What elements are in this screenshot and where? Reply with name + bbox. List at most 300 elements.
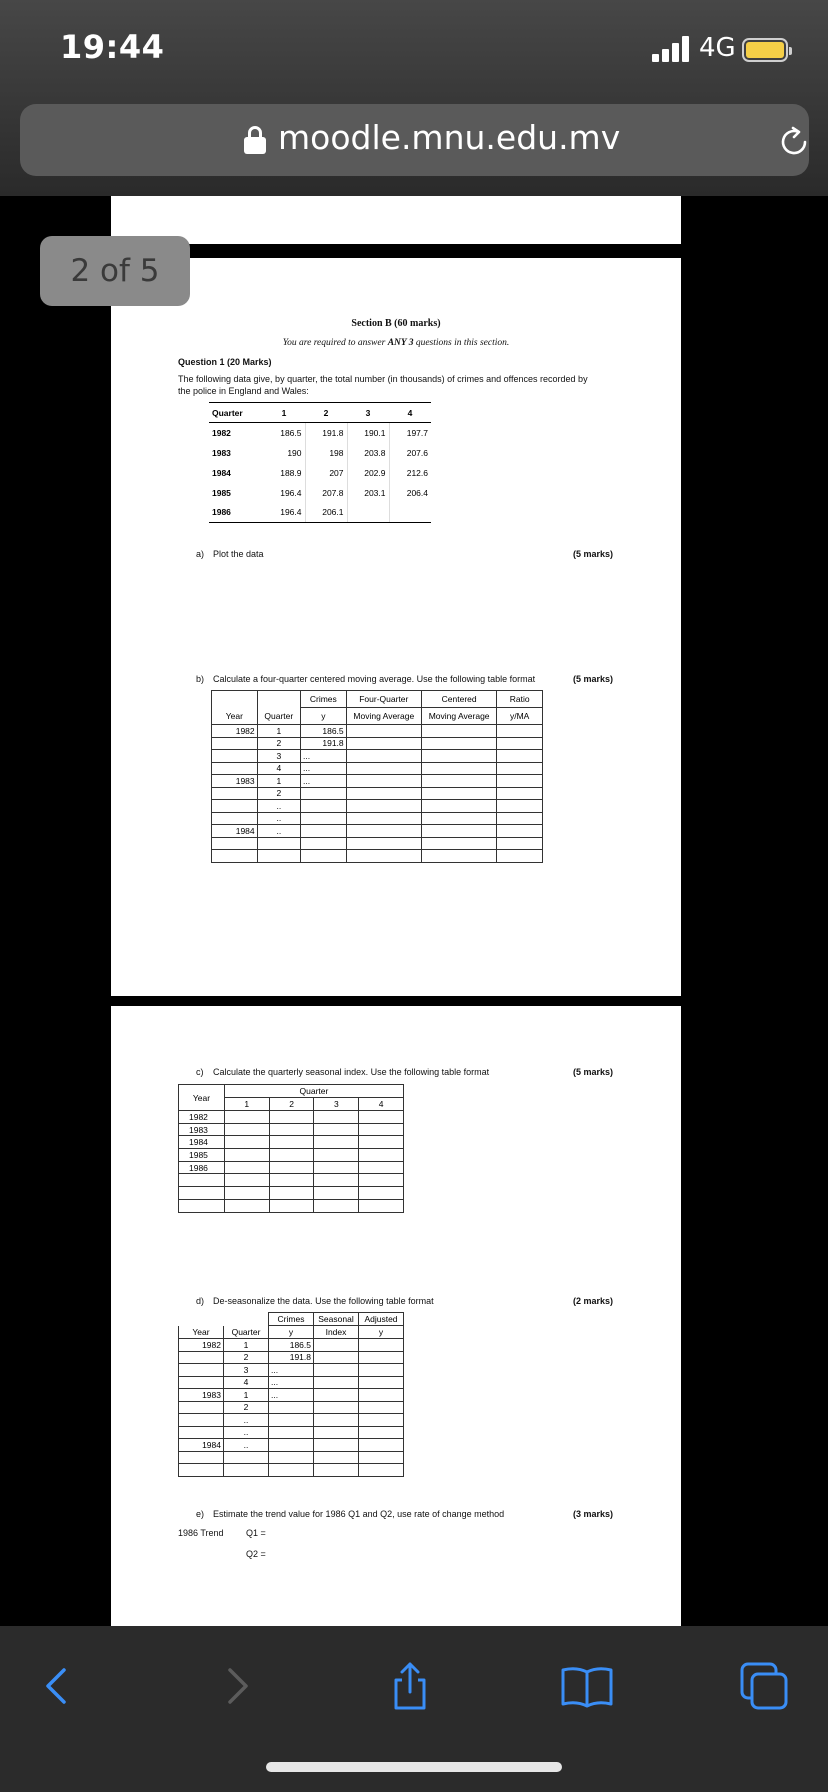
table-row <box>179 1464 404 1477</box>
table-cell <box>421 775 496 788</box>
table-header-cell: 1 <box>263 403 305 423</box>
table-header-cell: Crimes <box>301 691 347 708</box>
table-cell <box>346 800 421 813</box>
table-row <box>179 1136 404 1149</box>
table-cell <box>224 1174 269 1187</box>
network-type: 4G <box>699 33 736 63</box>
table-row <box>179 1111 404 1124</box>
table-cell <box>301 800 347 813</box>
table-cell <box>421 787 496 800</box>
table-cell <box>269 1199 314 1212</box>
table-cell: 191.8 <box>269 1351 314 1364</box>
url-text: moodle.mnu.edu.mv <box>278 118 621 157</box>
table-cell <box>179 1376 224 1389</box>
table-cell <box>212 850 258 863</box>
table-header-cell: Centered <box>421 691 496 708</box>
table-cell <box>179 1401 224 1414</box>
section-title: Section B (60 marks) <box>351 318 441 329</box>
table-row <box>212 800 543 813</box>
table-cell <box>269 1451 314 1464</box>
question-title: Question 1 (20 Marks) <box>178 357 272 367</box>
table-cell <box>497 825 543 838</box>
table-cell <box>269 1111 314 1124</box>
table-cell <box>497 837 543 850</box>
table-cell: ... <box>301 775 347 788</box>
bookmarks-icon[interactable] <box>557 1656 617 1716</box>
table-cell: 190 <box>263 443 305 463</box>
tabs-icon[interactable] <box>734 1656 794 1716</box>
table-header-row <box>179 1085 404 1098</box>
table-cell: 203.8 <box>347 443 389 463</box>
table-cell <box>224 1149 269 1162</box>
table-cell: 1 <box>257 775 300 788</box>
table-cell <box>497 812 543 825</box>
table-cell <box>346 850 421 863</box>
question-intro-2: the police in England and Wales: <box>178 386 309 396</box>
table-cell: 1986 <box>209 503 263 523</box>
table-cell: .. <box>224 1439 269 1452</box>
table-row <box>179 1401 404 1414</box>
table-cell <box>359 1136 404 1149</box>
table-cell <box>359 1364 404 1377</box>
table-cell <box>179 1364 224 1377</box>
table-row <box>209 443 431 463</box>
table-cell: 186.5 <box>263 423 305 443</box>
table-cell <box>212 837 258 850</box>
trend-q1: Q1 = <box>246 1528 266 1538</box>
table-cell <box>359 1149 404 1162</box>
table-cell <box>224 1136 269 1149</box>
table-row <box>209 463 431 483</box>
table-cell <box>346 750 421 763</box>
status-time: 19:44 <box>60 28 165 66</box>
table-header-cell: Four-Quarter <box>346 691 421 708</box>
table-cell: 202.9 <box>347 463 389 483</box>
table-header-cell: y <box>301 708 347 725</box>
part-c-marks: (5 marks) <box>573 1067 614 1077</box>
table-cell <box>359 1426 404 1439</box>
table-cell: 186.5 <box>301 725 347 738</box>
table-cell <box>359 1389 404 1402</box>
table-cell <box>179 1451 224 1464</box>
table-cell <box>269 1426 314 1439</box>
part-e-text: Estimate the trend value for 1986 Q1 and Q2, use rate of change method <box>213 1509 505 1519</box>
table-cell <box>421 812 496 825</box>
table-cell: ... <box>269 1389 314 1402</box>
table-cell <box>497 800 543 813</box>
table-header-cell: y/MA <box>497 708 543 725</box>
table-cell <box>359 1464 404 1477</box>
table-cell <box>359 1123 404 1136</box>
table-row <box>212 787 543 800</box>
table-cell <box>212 762 258 775</box>
table-cell <box>359 1439 404 1452</box>
table-cell: 1982 <box>179 1111 225 1124</box>
table-header-cell: Year <box>212 708 258 725</box>
table-header-cell: y <box>359 1326 404 1339</box>
table-cell: 1982 <box>179 1339 224 1352</box>
table-header-cell: 3 <box>347 403 389 423</box>
table-cell <box>224 1187 269 1200</box>
table-header-cell: Moving Average <box>421 708 496 725</box>
table-cell: 1983 <box>179 1389 224 1402</box>
table-header-cell: Quarter <box>224 1085 403 1098</box>
table-cell: 188.9 <box>263 463 305 483</box>
table-cell: 191.8 <box>301 737 347 750</box>
table-cell <box>314 1351 359 1364</box>
table-cell <box>314 1111 359 1124</box>
table-cell <box>497 750 543 763</box>
table-header-row <box>179 1313 404 1326</box>
table-cell <box>346 737 421 750</box>
table-cell <box>346 837 421 850</box>
address-bar[interactable] <box>20 104 809 176</box>
table-row <box>212 750 543 763</box>
table-cell: 1 <box>224 1389 269 1402</box>
table-cell <box>421 762 496 775</box>
table-cell <box>314 1414 359 1427</box>
table-cell <box>179 1464 224 1477</box>
table-cell: .. <box>257 825 300 838</box>
table-cell <box>421 825 496 838</box>
table-cell: ... <box>301 750 347 763</box>
table-cell <box>269 1439 314 1452</box>
table-cell: ... <box>269 1376 314 1389</box>
table-cell <box>224 1161 269 1174</box>
question-intro-1: The following data give, by quarter, the total number (in thousands) of crimes and offences recorded by <box>178 374 588 384</box>
trend-q2: Q2 = <box>246 1549 266 1559</box>
table-cell: 1984 <box>179 1439 224 1452</box>
table-cell <box>314 1401 359 1414</box>
table-cell: .. <box>257 800 300 813</box>
table-header-cell: 2 <box>269 1098 314 1111</box>
part-a-label: a) <box>196 549 205 559</box>
table-row <box>212 825 543 838</box>
part-c-label: c) <box>196 1067 204 1077</box>
table-row <box>179 1339 404 1352</box>
part-a-text: Plot the data <box>213 549 264 559</box>
table-header-cell: 3 <box>314 1098 359 1111</box>
table-cell <box>314 1199 359 1212</box>
table-cell <box>497 775 543 788</box>
table-header-cell: Quarter <box>224 1326 269 1339</box>
table-cell: 186.5 <box>269 1339 314 1352</box>
table-cell: 1985 <box>212 487 231 498</box>
table-cell: .. <box>257 812 300 825</box>
table-row <box>212 737 543 750</box>
part-e-marks: (3 marks) <box>573 1509 614 1519</box>
table-cell: 198 <box>305 443 347 463</box>
table-cell: 207 <box>305 463 347 483</box>
table-header-cell: y <box>269 1326 314 1339</box>
table-row <box>179 1123 404 1136</box>
table-cell <box>179 1351 224 1364</box>
table-row <box>179 1439 404 1452</box>
table-cell <box>346 775 421 788</box>
table-row <box>212 837 543 850</box>
table-cell <box>314 1451 359 1464</box>
table-cell <box>497 787 543 800</box>
table-cell: 197.7 <box>406 427 428 438</box>
pdf-viewer[interactable] <box>0 196 828 1626</box>
table-cell <box>314 1123 359 1136</box>
table-cell <box>179 1187 225 1200</box>
table-row <box>179 1174 404 1187</box>
table-row <box>179 1426 404 1439</box>
table-cell: 3 <box>257 750 300 763</box>
forward-icon[interactable] <box>206 1656 266 1716</box>
table-header-cell: Index <box>314 1326 359 1339</box>
signal-icon <box>652 36 690 62</box>
table-cell <box>301 825 347 838</box>
table-header-cell: 1 <box>224 1098 269 1111</box>
table-cell <box>314 1339 359 1352</box>
table-cell <box>224 1123 269 1136</box>
table-cell <box>346 762 421 775</box>
pdf-page-2 <box>111 258 681 996</box>
table-cell: 1984 <box>179 1136 225 1149</box>
table-cell <box>179 1174 225 1187</box>
part-d-text: De-seasonalize the data. Use the following table format <box>213 1296 434 1306</box>
table-header-cell: Crimes <box>269 1313 314 1326</box>
table-cell <box>314 1161 359 1174</box>
table-cell <box>314 1439 359 1452</box>
table-cell: 1983 <box>212 447 231 458</box>
table-cell <box>269 1401 314 1414</box>
table-cell: 1984 <box>212 825 258 838</box>
share-icon[interactable] <box>380 1656 440 1716</box>
lock-icon <box>244 126 266 154</box>
table-cell: 1984 <box>212 467 231 478</box>
table-row <box>212 725 543 738</box>
part-a-marks: (5 marks) <box>573 549 614 559</box>
table-cell <box>497 850 543 863</box>
table-cell <box>421 800 496 813</box>
table-cell <box>346 825 421 838</box>
table-row <box>209 483 431 503</box>
table-cell: 207.8 <box>305 483 347 503</box>
table-cell: ... <box>301 762 347 775</box>
table-cell <box>269 1161 314 1174</box>
table-cell <box>314 1174 359 1187</box>
table-cell: 206.1 <box>305 503 347 523</box>
table-cell <box>497 762 543 775</box>
table-cell <box>421 750 496 763</box>
table-cell: ... <box>269 1364 314 1377</box>
table-cell: 207.6 <box>406 447 428 458</box>
part-d-label: d) <box>196 1296 205 1306</box>
table-cell <box>269 1123 314 1136</box>
table-header-cell: 2 <box>305 403 347 423</box>
table-cell: 1983 <box>179 1123 225 1136</box>
table-cell <box>421 725 496 738</box>
table-header-cell: 4 <box>359 1098 404 1111</box>
table-cell <box>421 850 496 863</box>
table-cell <box>314 1149 359 1162</box>
table-row <box>179 1187 404 1200</box>
moving-average-table <box>211 690 543 863</box>
table-cell <box>359 1187 404 1200</box>
table-cell <box>257 850 300 863</box>
table-cell <box>257 837 300 850</box>
table-cell: 1983 <box>212 775 258 788</box>
table-cell: 191.8 <box>305 423 347 443</box>
table-cell <box>269 1174 314 1187</box>
table-row <box>179 1414 404 1427</box>
table-cell <box>497 737 543 750</box>
table-row <box>179 1364 404 1377</box>
table-cell: 203.1 <box>347 483 389 503</box>
table-cell <box>314 1187 359 1200</box>
part-d-marks: (2 marks) <box>573 1296 614 1306</box>
table-cell: 2 <box>257 787 300 800</box>
table-cell <box>179 1199 225 1212</box>
table-cell <box>269 1464 314 1477</box>
table-cell <box>421 837 496 850</box>
table-header-cell <box>257 691 300 708</box>
table-cell <box>224 1451 269 1464</box>
table-header-cell <box>212 691 258 708</box>
table-cell <box>359 1451 404 1464</box>
back-icon[interactable] <box>28 1656 88 1716</box>
table-cell <box>179 1414 224 1427</box>
table-header-row <box>209 403 431 423</box>
pdf-page-1 <box>111 196 681 244</box>
table-row <box>212 762 543 775</box>
table-cell: 4 <box>257 762 300 775</box>
table-header-cell: Moving Average <box>346 708 421 725</box>
table-cell <box>224 1111 269 1124</box>
table-cell <box>347 503 389 523</box>
table-row <box>179 1199 404 1212</box>
table-header-cell <box>179 1313 224 1326</box>
table-cell <box>359 1111 404 1124</box>
table-cell <box>212 750 258 763</box>
table-cell <box>314 1136 359 1149</box>
table-cell <box>359 1351 404 1364</box>
seasonal-index-table <box>178 1084 404 1213</box>
table-cell: 2 <box>224 1401 269 1414</box>
table-cell <box>359 1339 404 1352</box>
table-header-cell: Year <box>179 1326 224 1339</box>
table-cell <box>314 1464 359 1477</box>
part-e-label: e) <box>196 1509 205 1519</box>
table-cell <box>421 737 496 750</box>
table-header-cell: Quarter <box>209 403 263 423</box>
battery-icon <box>742 38 788 62</box>
table-cell <box>301 837 347 850</box>
table-header-row <box>212 708 543 725</box>
crime-data-table <box>209 402 431 523</box>
table-cell <box>212 787 258 800</box>
table-cell <box>224 1464 269 1477</box>
table-cell: 212.6 <box>406 467 428 478</box>
table-cell: .. <box>224 1414 269 1427</box>
table-row <box>212 812 543 825</box>
table-cell <box>389 503 431 523</box>
table-header-cell: Year <box>179 1085 225 1111</box>
reload-icon[interactable] <box>776 124 812 160</box>
table-cell <box>301 850 347 863</box>
table-cell: 196.4 <box>263 483 305 503</box>
table-cell: .. <box>224 1426 269 1439</box>
table-cell: 2 <box>257 737 300 750</box>
table-row <box>179 1351 404 1364</box>
table-cell: 1986 <box>179 1161 225 1174</box>
table-row <box>212 850 543 863</box>
table-row <box>212 775 543 788</box>
table-cell <box>301 812 347 825</box>
table-cell <box>359 1174 404 1187</box>
table-row <box>179 1451 404 1464</box>
table-row <box>179 1376 404 1389</box>
table-cell: 206.4 <box>406 487 428 498</box>
home-indicator[interactable] <box>266 1762 562 1772</box>
table-header-row <box>179 1326 404 1339</box>
table-cell <box>224 1199 269 1212</box>
table-cell <box>269 1136 314 1149</box>
table-cell <box>179 1426 224 1439</box>
table-cell <box>314 1376 359 1389</box>
trend-label: 1986 Trend <box>178 1528 224 1538</box>
table-cell <box>314 1389 359 1402</box>
page-indicator: 2 of 5 <box>40 236 190 306</box>
table-cell: 1985 <box>179 1149 225 1162</box>
pdf-page-3 <box>111 1006 681 1626</box>
table-row <box>179 1389 404 1402</box>
table-cell <box>212 812 258 825</box>
table-cell: 2 <box>224 1351 269 1364</box>
table-cell <box>269 1414 314 1427</box>
table-cell <box>212 800 258 813</box>
table-cell <box>359 1401 404 1414</box>
part-c-text: Calculate the quarterly seasonal index. Use the following table format <box>213 1067 490 1077</box>
table-cell: 1982 <box>212 725 258 738</box>
table-header-cell: Adjusted <box>359 1313 404 1326</box>
table-row <box>209 503 431 523</box>
table-cell <box>359 1376 404 1389</box>
table-row <box>179 1161 404 1174</box>
table-cell: 190.1 <box>347 423 389 443</box>
part-b-marks: (5 marks) <box>573 674 614 684</box>
table-row <box>209 423 431 443</box>
table-header-cell <box>224 1313 269 1326</box>
table-cell <box>269 1187 314 1200</box>
table-cell <box>359 1199 404 1212</box>
table-cell: 1 <box>257 725 300 738</box>
table-header-row <box>212 691 543 708</box>
part-b-label: b) <box>196 674 205 684</box>
table-header-cell: Seasonal <box>314 1313 359 1326</box>
table-header-cell: Quarter <box>257 708 300 725</box>
deseasonalize-table <box>178 1312 404 1477</box>
table-cell <box>314 1426 359 1439</box>
section-instruction: You are required to answer ANY 3 questions in this section. <box>282 338 510 348</box>
table-cell: 1 <box>224 1339 269 1352</box>
table-header-cell: 4 <box>389 403 431 423</box>
table-cell <box>346 725 421 738</box>
table-cell <box>212 737 258 750</box>
table-header-cell: Ratio <box>497 691 543 708</box>
table-cell <box>359 1414 404 1427</box>
table-cell <box>301 787 347 800</box>
table-row <box>179 1149 404 1162</box>
table-cell: 1982 <box>212 427 231 438</box>
table-cell <box>269 1149 314 1162</box>
table-cell <box>346 812 421 825</box>
table-cell <box>359 1161 404 1174</box>
table-cell <box>497 725 543 738</box>
